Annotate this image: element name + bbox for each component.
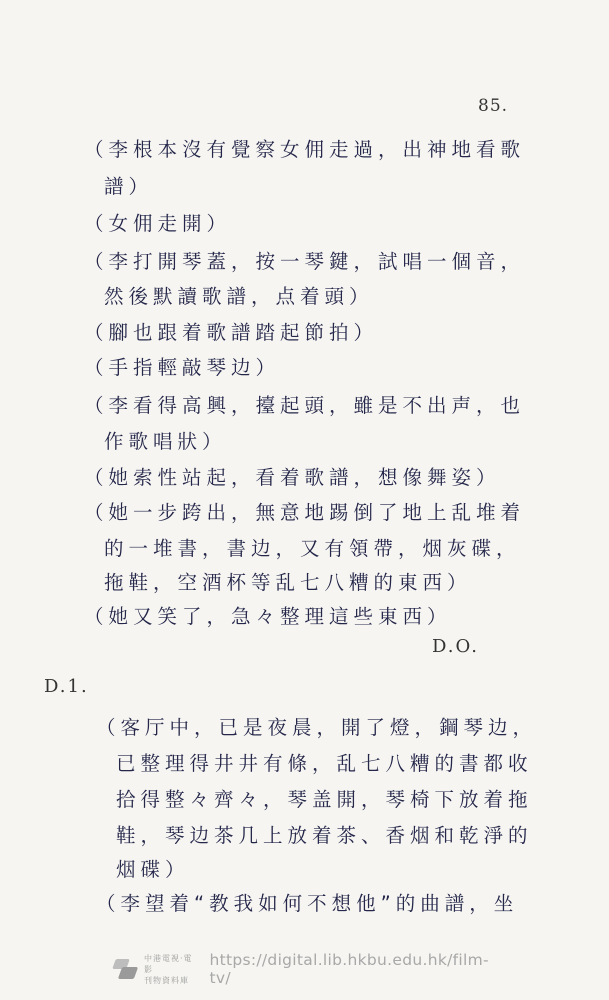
scene-line: 烟碟） bbox=[116, 858, 190, 881]
scene-line: 已整理得井井有條，乱七八糟的書都收 bbox=[116, 752, 533, 775]
script-line: （李根本沒有覺察女佣走過，出神地看歌 bbox=[84, 138, 526, 161]
archive-url-link[interactable]: https://digital.lib.hkbu.edu.hk/film-tv/ bbox=[209, 951, 489, 987]
scene-line: 鞋，琴边茶几上放着茶、香烟和乾淨的 bbox=[116, 824, 533, 847]
scene-line: （客厅中，已是夜晨，開了燈，鋼琴边， bbox=[96, 716, 538, 739]
script-line: （李看得高興，擡起頭，雖是不出声，也 bbox=[84, 394, 526, 417]
script-line: 拖鞋，空酒杯等乱七八糟的東西） bbox=[104, 571, 472, 594]
script-line: （她索性站起，看着歌譜，想像舞姿） bbox=[84, 466, 501, 489]
logo-line-2: 刊物資料庫 bbox=[143, 975, 189, 985]
script-line: （她一步跨出，無意地踢倒了地上乱堆着 bbox=[84, 501, 526, 524]
scene-label: D.1. bbox=[44, 676, 89, 697]
archive-logo-text bbox=[144, 953, 202, 986]
script-line: （李打開琴蓋，按一琴鍵，試唱一個音， bbox=[84, 250, 526, 273]
logo-line-1: 中港電視‧電影 bbox=[143, 953, 193, 974]
script-line: （她又笑了，急々整理這些東西） bbox=[84, 605, 452, 628]
script-line: （女佣走開） bbox=[84, 212, 232, 235]
script-line: 譜） bbox=[104, 175, 154, 198]
script-line: 然後默讀歌譜，点着頭） bbox=[104, 285, 374, 308]
page-number: 85. bbox=[478, 96, 509, 116]
scene-line: 拾得整々齊々，琴盖開，琴椅下放着拖 bbox=[116, 788, 533, 811]
script-line: （手指輕敲琴边） bbox=[84, 356, 281, 379]
script-line: 的一堆書，書边，又有領帶，烟灰碟， bbox=[104, 537, 521, 560]
footer-watermark bbox=[110, 952, 510, 986]
scene-line: （李望着“教我如何不想他”的曲譜，坐 bbox=[96, 892, 519, 915]
script-line: 作歌唱狀） bbox=[104, 430, 227, 453]
shot-marker-do: D.O. bbox=[432, 636, 479, 657]
script-line: （腳也跟着歌譜踏起節拍） bbox=[84, 321, 379, 344]
archive-logo-icon bbox=[110, 955, 140, 983]
